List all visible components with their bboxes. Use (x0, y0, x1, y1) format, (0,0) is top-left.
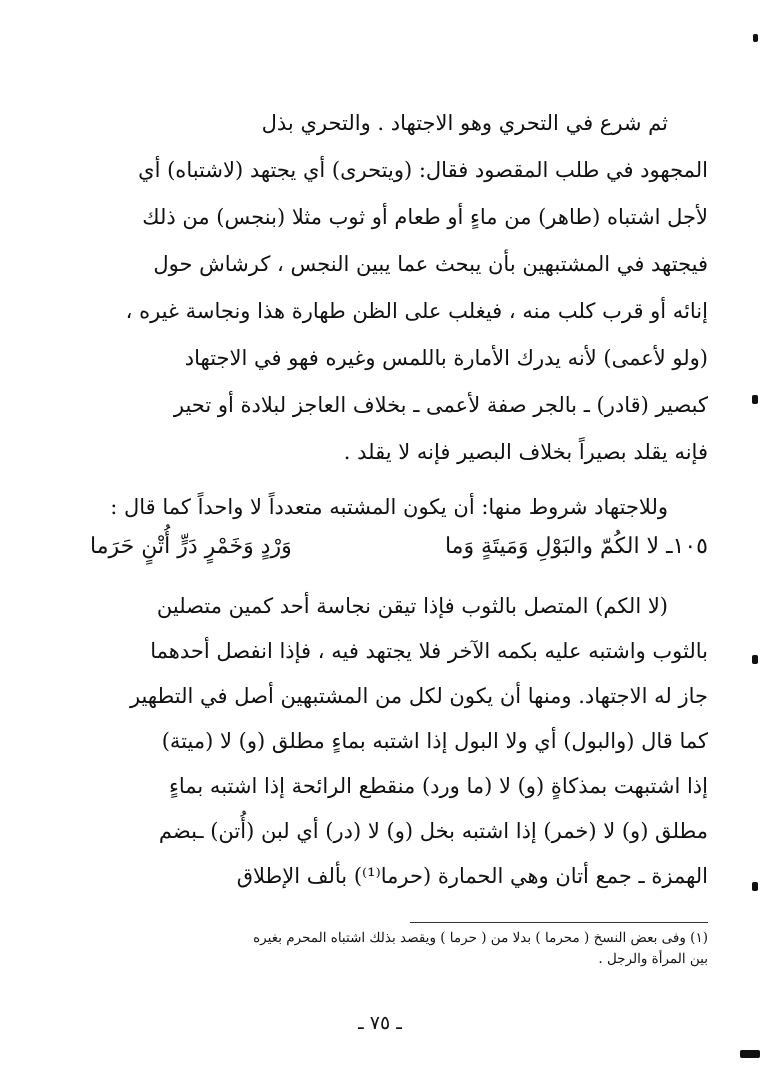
text-line: (ولو لأعمى) لأنه يدرك الأمارة باللمس وغيره فهو في الاجتهاد (184, 346, 708, 370)
text-line: بالثوب واشتبه عليه بكمه الآخر فلا يجتهد فيه ، فإذا انفصل أحدهما (150, 639, 708, 663)
scan-edge-mark (752, 882, 758, 891)
text-line: مطلق (و) لا (خمر) إذا اشتبه بخل (و) لا (در) أي لبن (أُتن) ـبضم (158, 819, 708, 843)
poem-verse (90, 530, 708, 576)
scan-edge-mark (740, 1050, 760, 1058)
text-line: فيجتهد في المشتبهين بأن يبحث عما يبين النجس ، كرشاش حول (153, 252, 708, 276)
text-line: المجهود في طلب المقصود فقال: (ويتحرى) أي يجتهد (لاشتباه) أي (138, 158, 708, 182)
page-number: ـ ٧٥ ـ (358, 1012, 402, 1034)
text-line: كبصير (قادر) ـ بالجر صفة لأعمى ـ بخلاف العاجز لبلادة أو تحير (173, 393, 708, 417)
verse-hemistich-second: وَرْدٍ وَخَمْرٍ دَرٍّ أُتْنٍ حَرَما (90, 534, 292, 559)
footnote-divider (410, 922, 708, 923)
paragraph-1 (90, 100, 708, 476)
text-line: لأجل اشتباه (طاهر) من ماءٍ أو طعام أو ثوب مثلا (بنجس) من ذلك (142, 205, 708, 229)
text-line: فإنه يقلد بصيراً بخلاف البصير فإنه لا يقلد . (343, 440, 708, 464)
text-line: إنائه أو قرب كلب منه ، فيغلب على الظن طهارة هذا ونجاسة غيره ، (125, 299, 708, 323)
footnote (90, 928, 708, 970)
paragraph-3 (90, 584, 708, 899)
text-line: إذا اشتبهت بمذكاةٍ (و) لا (ما ورد) منقطع الرائحة إذا اشتبه بماءٍ (169, 774, 708, 798)
text-line: وللاجتهاد شروط منها: أن يكون المشتبه متعدداً لا واحداً كما قال : (110, 495, 668, 519)
text-line: (لا الكم) المتصل بالثوب فإذا تيقن نجاسة أحد كمين متصلين (156, 594, 668, 618)
verse-hemistich-first: ١٠٥ـ لا الكُمّ والبَوْلِ وَمَيتَةٍ وَما (444, 534, 708, 559)
scan-edge-mark (753, 34, 758, 42)
text-line: كما قال (والبول) أي ولا البول إذا اشتبه بماءٍ مطلق (و) لا (ميتة) (161, 729, 708, 753)
scan-edge-mark (752, 655, 758, 664)
text-line: ثم شرع في التحري وهو الاجتهاد . والتحري بذل (261, 111, 668, 135)
footnote-line: (١) وفى بعض النسخ ( محرما ) بدلا من ( حرما ) ويقصد بذلك اشتباه المحرم بغيره (253, 930, 708, 946)
text-line: الهمزة ـ جمع أتان وهي الحمارة (حرما⁽¹⁾) بألف الإطلاق (236, 864, 708, 888)
footnote-line: بين المرأة والرجل . (598, 951, 708, 967)
paragraph-2 (90, 484, 708, 531)
scan-edge-mark (752, 395, 758, 404)
text-line: جاز له الاجتهاد. ومنها أن يكون لكل من المشتبهين أصل في التطهير (129, 684, 708, 708)
